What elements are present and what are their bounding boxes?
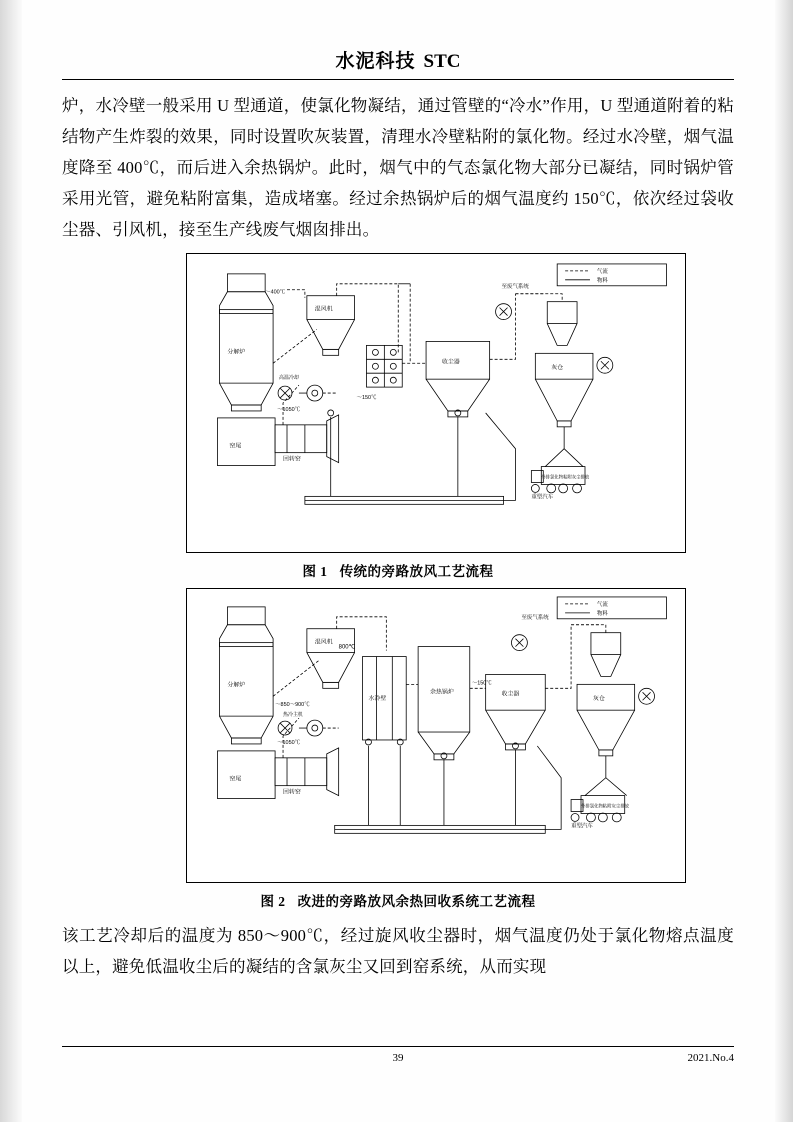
svg-text:分解炉: 分解炉 (227, 682, 246, 689)
svg-text:～1050℃: ～1050℃ (277, 406, 301, 413)
svg-text:回转窑: 回转窑 (283, 789, 301, 796)
figure-2-caption (62, 890, 734, 910)
svg-text:～400℃: ～400℃ (265, 289, 286, 296)
svg-text:～150℃: ～150℃ (471, 680, 492, 687)
svg-text:混风机: 混风机 (314, 639, 333, 646)
svg-text:外排氯化物粘附灰尘排放: 外排氯化物粘附灰尘排放 (581, 803, 629, 809)
svg-text:～1050℃: ～1050℃ (277, 739, 301, 746)
svg-text:余热锅炉: 余热锅炉 (430, 689, 454, 696)
paragraph-2-text: 该工艺冷却后的温度为 850～900℃，经过旋风收尘器时，烟气温度仍处于氯化物熔点温度以上，避免低温收尘后的凝结的含氯灰尘又回到窑系统，从而实现 (62, 926, 734, 976)
svg-text:气流: 气流 (596, 268, 608, 275)
footer-row (62, 1047, 734, 1064)
figure-2-title: 改进的旁路放风余热回收系统工艺流程 (297, 894, 536, 909)
journal-title-cn: 水泥科技 (335, 51, 416, 72)
svg-text:重型汽车: 重型汽车 (571, 823, 593, 830)
figure-1-number: 图 1 (302, 564, 328, 579)
svg-text:外排氯化物粘附灰尘排放: 外排氯化物粘附灰尘排放 (541, 474, 590, 480)
page-content (62, 0, 734, 1122)
svg-text:至废气系统: 至废气系统 (501, 283, 529, 290)
svg-text:800℃: 800℃ (338, 644, 356, 651)
svg-text:热冷主机: 热冷主机 (283, 713, 303, 719)
body-paragraph-1 (62, 90, 734, 245)
svg-text:高温冷却: 高温冷却 (279, 376, 299, 382)
page-number: 39 (392, 1052, 404, 1064)
svg-text:窑尾: 窑尾 (229, 776, 242, 783)
paragraph-1-text: 炉，水冷壁一般采用 U 型通道，使氯化物凝结，通过管壁的“冷水”作用，U 型通道附着的粘结物产生炸裂的效果，同时设置吹灰装置，清理水冷壁粘附的氯化物。经过水冷壁，烟气温度降至 400℃，而后进入余热锅炉。此时，烟气中的气态氯化物大部分已凝结，同时锅炉管采用光管，避免粘附富集，造成堵塞。经过余热锅炉后的烟气温度约 150℃，依次经过袋收尘器、引风机，接至生产线废气烟囱排出。 (62, 96, 734, 239)
svg-text:至废气系统: 至废气系统 (521, 614, 549, 621)
svg-text:灰仓: 灰仓 (551, 365, 564, 372)
svg-text:灰仓: 灰仓 (592, 696, 605, 703)
figure-2-diagram (187, 589, 685, 882)
svg-text:物料: 物料 (596, 610, 608, 617)
svg-text:重型汽车: 重型汽车 (531, 494, 554, 501)
svg-text:～150℃: ～150℃ (356, 395, 377, 402)
figure-1-image (186, 253, 686, 553)
svg-text:物料: 物料 (596, 277, 608, 284)
svg-text:窑尾: 窑尾 (229, 443, 242, 450)
svg-text:分解炉: 分解炉 (227, 349, 246, 356)
header-divider (62, 79, 734, 80)
figure-2-number: 图 2 (260, 894, 286, 909)
figure-2-wrapper (62, 588, 734, 910)
svg-text:混风机: 混风机 (314, 306, 333, 313)
figure-1-title: 传统的旁路放风工艺流程 (339, 564, 494, 579)
body-paragraph-2 (62, 920, 734, 982)
svg-text:回转窑: 回转窑 (283, 456, 301, 463)
figure-1-wrapper (62, 253, 734, 580)
journal-title-en: STC (423, 51, 461, 72)
svg-text:收尘器: 收尘器 (441, 359, 460, 366)
svg-text:～850～900℃: ～850～900℃ (275, 702, 310, 709)
page-header (62, 0, 734, 73)
issue-label: 2021.No.4 (687, 1052, 734, 1064)
svg-text:气流: 气流 (596, 601, 608, 608)
svg-text:水冷壁: 水冷壁 (368, 696, 387, 703)
figure-2-image (186, 588, 686, 883)
figure-1-diagram (187, 254, 685, 552)
svg-text:收尘器: 收尘器 (501, 691, 520, 698)
figure-1-caption (62, 560, 734, 580)
page-footer (62, 1046, 734, 1092)
